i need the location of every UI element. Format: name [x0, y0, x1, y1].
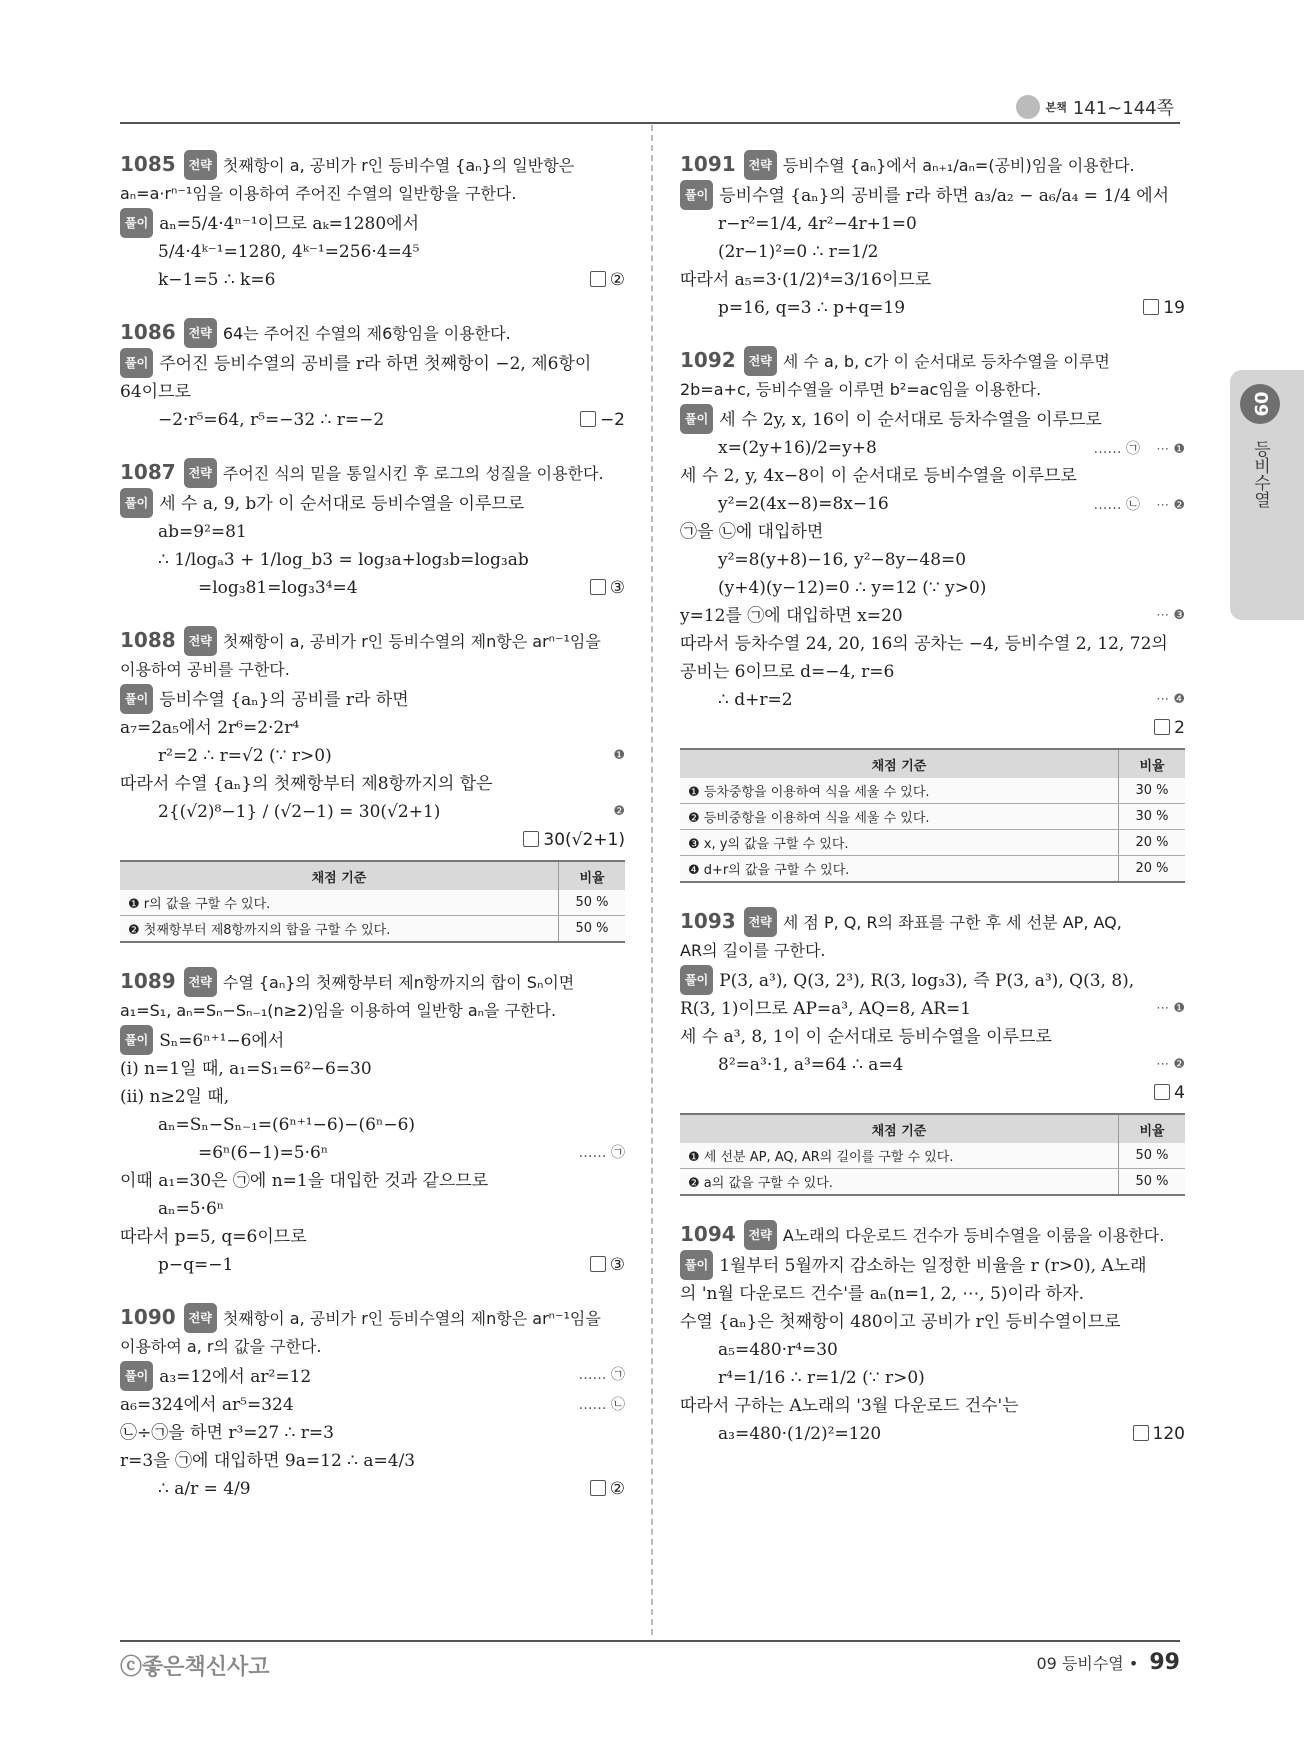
solution-line: y=12를 ㉠에 대입하면 x=20	[680, 606, 903, 626]
strategy-text: 수열 {aₙ}의 첫째항부터 제n항까지의 합이 Sₙ이면	[222, 973, 575, 992]
solution-badge: 풀이	[120, 488, 153, 518]
problem-1089	[120, 967, 625, 1279]
solution-line: 등비수열 {aₙ}의 공비를 r라 하면 a₃/a₂ − a₆/a₄ = 1/4 에서	[719, 186, 1170, 206]
solution-line: ab=9²=81	[158, 522, 247, 542]
left-column	[120, 150, 625, 1527]
publisher-logo: ⓒ좋은책신사고	[120, 1655, 270, 1680]
answer-icon	[1154, 1084, 1170, 1100]
answer: 120	[1133, 1420, 1185, 1448]
solution-badge: 풀이	[120, 208, 153, 238]
grading-ratio: 50 %	[559, 916, 626, 943]
solution-line: =6ⁿ(6−1)=5·6ⁿ	[198, 1143, 329, 1163]
grading-criterion: ❶ 세 선분 AP, AQ, AR의 길이를 구할 수 있다.	[680, 1143, 1119, 1169]
solution-line: ∴ a/r = 4/9	[158, 1479, 251, 1499]
solution-line: ㉡÷㉠을 하면 r³=27 ∴ r=3	[120, 1423, 334, 1443]
problem-number: 1090	[120, 1305, 176, 1329]
grading-ratio: 50 %	[559, 890, 626, 916]
solution-line: x=(2y+16)/2=y+8	[718, 438, 877, 458]
equation-mark: …… ㉠	[1093, 441, 1140, 457]
chapter-label: 등비수열	[1250, 440, 1270, 508]
solution-line: 따라서 p=5, q=6이므로	[120, 1227, 307, 1247]
solution-line: 등비수열 {aₙ}의 공비를 r라 하면	[159, 690, 409, 710]
problem-number: 1085	[120, 152, 176, 176]
problem-number: 1086	[120, 320, 176, 344]
page-header	[120, 92, 1180, 124]
solution-line: (y+4)(y−12)=0 ∴ y=12 (∵ y>0)	[718, 578, 987, 598]
answer-icon	[1143, 299, 1159, 315]
answer: ③	[590, 574, 625, 602]
chapter-number: 09	[1240, 384, 1280, 424]
strategy-text: 세 점 P, Q, R의 좌표를 구한 후 세 선분 AP, AQ,	[782, 913, 1122, 932]
solution-line: 5/4·4ᵏ⁻¹=1280, 4ᵏ⁻¹=256·4=4⁵	[158, 242, 420, 262]
grading-table	[120, 860, 625, 943]
step-mark: ⋯ ❶	[1156, 1001, 1185, 1016]
solution-line: 이때 a₁=30은 ㉠에 n=1을 대입한 것과 같으므로	[120, 1171, 489, 1191]
step-mark: ⋯ ❶	[1156, 442, 1185, 457]
solution-line: k−1=5 ∴ k=6	[158, 270, 276, 290]
solution-line: =log₃81=log₃3⁴=4	[198, 578, 358, 598]
solution-line: (i) n=1일 때, a₁=S₁=6²−6=30	[120, 1059, 372, 1079]
problem-number: 1091	[680, 152, 736, 176]
solution-line: 세 수 a, 9, b가 이 순서대로 등비수열을 이루므로	[159, 494, 525, 514]
grading-criterion: ❷ a의 값을 구할 수 있다.	[680, 1169, 1119, 1196]
solution-line: 수열 {aₙ}은 첫째항이 480이고 공비가 r인 등비수열이므로	[680, 1312, 1121, 1332]
grading-header-criteria: 채점 기준	[680, 749, 1119, 778]
solution-line: r−r²=1/4, 4r²−4r+1=0	[718, 214, 917, 234]
solution-badge: 풀이	[120, 1025, 153, 1055]
strategy-text: 이용하여 a, r의 값을 구한다.	[120, 1337, 322, 1356]
solution-line: r⁴=1/16 ∴ r=1/2 (∵ r>0)	[718, 1368, 925, 1388]
solution-badge: 풀이	[120, 1361, 153, 1391]
solution-line: Sₙ=6ⁿ⁺¹−6에서	[159, 1031, 285, 1051]
grading-header-criteria: 채점 기준	[120, 861, 559, 890]
strategy-text: AR의 길이를 구한다.	[680, 941, 826, 960]
chapter-side-tab	[1230, 370, 1304, 620]
solution-line: p−q=−1	[158, 1255, 234, 1275]
solution-line: 공비는 6이므로 d=−4, r=6	[680, 662, 895, 682]
strategy-text: 2b=a+c, 등비수열을 이루면 b²=ac임을 이용한다.	[680, 380, 1042, 399]
grading-ratio: 20 %	[1119, 856, 1186, 883]
strategy-text: 64는 주어진 수열의 제6항임을 이용한다.	[222, 324, 511, 343]
step-mark: ⋯ ❹	[1156, 692, 1185, 707]
strategy-text: aₙ=a·rⁿ⁻¹임을 이용하여 주어진 수열의 일반항을 구한다.	[120, 184, 517, 203]
answer-icon	[590, 1480, 606, 1496]
grading-header-ratio: 비율	[559, 861, 626, 890]
equation-mark: …… ㉡	[578, 1397, 625, 1413]
equation-mark: …… ㉡	[1093, 497, 1140, 513]
column-divider	[651, 125, 653, 1635]
problem-1085	[120, 150, 625, 294]
solution-line: 따라서 a₅=3·(1/2)⁴=3/16이므로	[680, 270, 932, 290]
solution-line: 세 수 2, y, 4x−8이 이 순서대로 등비수열을 이루므로	[680, 466, 1077, 486]
grading-table	[680, 748, 1185, 883]
answer: 30(√2+1)	[523, 830, 625, 850]
solution-line: a₅=480·r⁴=30	[718, 1340, 838, 1360]
strategy-badge: 전략	[744, 346, 777, 376]
answer-icon	[523, 831, 539, 847]
strategy-text: A노래의 다운로드 건수가 등비수열을 이룸을 이용한다.	[782, 1226, 1165, 1245]
answer: ②	[590, 266, 625, 294]
solution-badge: 풀이	[680, 965, 713, 995]
problem-1093	[680, 907, 1185, 1196]
answer-icon	[590, 271, 606, 287]
answer-icon	[1133, 1425, 1149, 1441]
grading-ratio: 30 %	[1119, 804, 1186, 830]
solution-line: 1월부터 5월까지 감소하는 일정한 비율을 r (r>0), A노래	[719, 1256, 1147, 1276]
problem-1091	[680, 150, 1185, 322]
footer-bullet: •	[1128, 1654, 1139, 1673]
problem-1094	[680, 1220, 1185, 1448]
grading-criterion: ❷ 등비중항을 이용하여 식을 세울 수 있다.	[680, 804, 1119, 830]
solution-line: ㉠을 ㉡에 대입하면	[680, 522, 824, 542]
strategy-badge: 전략	[744, 150, 777, 180]
solution-line: 주어진 등비수열의 공비를 r라 하면 첫째항이 −2, 제6항이	[159, 354, 592, 374]
solution-line: P(3, a³), Q(3, 2³), R(3, log₃3), 즉 P(3, a³), Q(3, 8),	[719, 971, 1135, 991]
solution-line: r=3을 ㉠에 대입하면 9a=12 ∴ a=4/3	[120, 1451, 416, 1471]
strategy-text: 첫째항이 a, 공비가 r인 등비수열 {aₙ}의 일반항은	[222, 156, 575, 175]
strategy-text: 첫째항이 a, 공비가 r인 등비수열의 제n항은 arⁿ⁻¹임을	[222, 1309, 601, 1328]
answer: −2	[580, 406, 625, 434]
answer-icon	[1154, 719, 1170, 735]
answer: 4	[1154, 1083, 1185, 1103]
problem-number: 1089	[120, 969, 176, 993]
solution-line: y²=2(4x−8)=8x−16	[718, 494, 889, 514]
page-number: 99	[1149, 1650, 1180, 1675]
grading-ratio: 50 %	[1119, 1169, 1186, 1196]
solution-line: 의 'n월 다운로드 건수'를 aₙ(n=1, 2, ⋯, 5)이라 하자.	[680, 1284, 1085, 1304]
answer: 2	[1154, 718, 1185, 738]
solution-badge: 풀이	[120, 684, 153, 714]
step-mark: ⋯ ❸	[1156, 608, 1185, 623]
answer-icon	[590, 579, 606, 595]
problem-number: 1088	[120, 628, 176, 652]
answer: ③	[590, 1251, 625, 1279]
grading-criterion: ❶ r의 값을 구할 수 있다.	[120, 890, 559, 916]
strategy-badge: 전략	[184, 1303, 217, 1333]
solution-badge: 풀이	[680, 404, 713, 434]
right-column	[680, 150, 1185, 1472]
strategy-badge: 전략	[184, 967, 217, 997]
grading-criterion: ❶ 등차중항을 이용하여 식을 세울 수 있다.	[680, 778, 1119, 804]
solution-badge: 풀이	[680, 1250, 713, 1280]
grading-table	[680, 1113, 1185, 1196]
strategy-text: 첫째항이 a, 공비가 r인 등비수열의 제n항은 arⁿ⁻¹임을	[222, 632, 601, 651]
solution-line: aₙ=5/4·4ⁿ⁻¹이므로 aₖ=1280에서	[159, 214, 420, 234]
book-arrow-icon	[1016, 95, 1040, 119]
answer-icon	[590, 1256, 606, 1272]
problem-1092	[680, 346, 1185, 883]
solution-line: 8²=a³·1, a³=64 ∴ a=4	[718, 1055, 904, 1075]
solution-line: −2·r⁵=64, r⁵=−32 ∴ r=−2	[158, 410, 385, 430]
solution-line: a₃=12에서 ar²=12	[159, 1367, 312, 1387]
solution-line: a₇=2a₅에서 2r⁶=2·2r⁴	[120, 718, 300, 738]
equation-mark: …… ㉠	[578, 1367, 625, 1383]
strategy-badge: 전략	[184, 150, 217, 180]
step-mark: ❷	[613, 804, 625, 819]
step-mark: ⋯ ❷	[1156, 1057, 1185, 1072]
answer: 19	[1143, 294, 1185, 322]
solution-line: aₙ=Sₙ−Sₙ₋₁=(6ⁿ⁺¹−6)−(6ⁿ−6)	[158, 1115, 416, 1135]
footer-chapter: 09 등비수열	[1036, 1654, 1124, 1673]
strategy-badge: 전략	[184, 318, 217, 348]
solution-line: 64이므로	[120, 382, 191, 402]
solution-line: 따라서 등차수열 24, 20, 16의 공차는 −4, 등비수열 2, 12, 72의	[680, 634, 1168, 654]
problem-1090	[120, 1303, 625, 1503]
strategy-text: 이용하여 공비를 구한다.	[120, 660, 290, 679]
step-mark: ❶	[613, 748, 625, 763]
page-range: 141~144쪽	[1072, 98, 1174, 119]
answer: ②	[590, 1475, 625, 1503]
solution-line: a₆=324에서 ar⁵=324	[120, 1395, 294, 1415]
problem-number: 1087	[120, 460, 176, 484]
solution-badge: 풀이	[680, 180, 713, 210]
solution-line: 세 수 a³, 8, 1이 이 순서대로 등비수열을 이루므로	[680, 1027, 1052, 1047]
grading-criterion: ❸ x, y의 값을 구할 수 있다.	[680, 830, 1119, 856]
answer-icon	[580, 411, 596, 427]
solution-line: y²=8(y+8)−16, y²−8y−48=0	[718, 550, 967, 570]
solution-line: p=16, q=3 ∴ p+q=19	[718, 298, 906, 318]
solution-line: 2{(√2)⁸−1} / (√2−1) = 30(√2+1)	[158, 802, 441, 822]
page-footer	[120, 1640, 1180, 1682]
step-mark: ⋯ ❷	[1156, 498, 1185, 513]
strategy-text: a₁=S₁, aₙ=Sₙ−Sₙ₋₁(n≥2)임을 이용하여 일반항 aₙ을 구한다.	[120, 1001, 557, 1020]
solution-line: (ii) n≥2일 때,	[120, 1087, 230, 1107]
problem-number: 1094	[680, 1222, 736, 1246]
grading-ratio: 20 %	[1119, 830, 1186, 856]
problem-number: 1093	[680, 909, 736, 933]
strategy-badge: 전략	[744, 907, 777, 937]
problem-1086	[120, 318, 625, 434]
grading-ratio: 50 %	[1119, 1143, 1186, 1169]
solution-line: 따라서 수열 {aₙ}의 첫째항부터 제8항까지의 합은	[120, 774, 493, 794]
solution-line: a₃=480·(1/2)²=120	[718, 1424, 882, 1444]
book-tag: 본책	[1045, 101, 1067, 114]
solution-line: 따라서 구하는 A노래의 '3월 다운로드 건수'는	[680, 1396, 1019, 1416]
footer-page-info	[1036, 1650, 1180, 1675]
problem-number: 1092	[680, 348, 736, 372]
strategy-badge: 전략	[184, 626, 217, 656]
strategy-text: 주어진 식의 밑을 통일시킨 후 로그의 성질을 이용한다.	[222, 464, 604, 483]
problem-1088	[120, 626, 625, 943]
solution-line: ∴ 1/logₐ3 + 1/log_b3 = log₃a+log₃b=log₃ab	[158, 550, 529, 570]
problem-1087	[120, 458, 625, 602]
grading-header-criteria: 채점 기준	[680, 1114, 1119, 1143]
equation-mark: …… ㉠	[578, 1145, 625, 1161]
grading-criterion: ❷ 첫째항부터 제8항까지의 합을 구할 수 있다.	[120, 916, 559, 943]
grading-header-ratio: 비율	[1119, 749, 1186, 778]
strategy-text: 세 수 a, b, c가 이 순서대로 등차수열을 이루면	[782, 352, 1110, 371]
solution-line: ∴ d+r=2	[718, 690, 793, 710]
solution-line: r²=2 ∴ r=√2 (∵ r>0)	[158, 746, 332, 766]
strategy-badge: 전략	[184, 458, 217, 488]
solution-badge: 풀이	[120, 348, 153, 378]
strategy-badge: 전략	[744, 1220, 777, 1250]
solution-line: R(3, 1)이므로 AP=a³, AQ=8, AR=1	[680, 999, 972, 1019]
solution-line: 세 수 2y, x, 16이 이 순서대로 등차수열을 이루므로	[719, 410, 1102, 430]
solution-line: aₙ=5·6ⁿ	[158, 1199, 225, 1219]
solution-line: (2r−1)²=0 ∴ r=1/2	[718, 242, 879, 262]
textbook-page-reference	[1016, 94, 1174, 120]
grading-ratio: 30 %	[1119, 778, 1186, 804]
strategy-text: 등비수열 {aₙ}에서 aₙ₊₁/aₙ=(공비)임을 이용한다.	[782, 156, 1135, 175]
grading-header-ratio: 비율	[1119, 1114, 1186, 1143]
grading-criterion: ❹ d+r의 값을 구할 수 있다.	[680, 856, 1119, 883]
